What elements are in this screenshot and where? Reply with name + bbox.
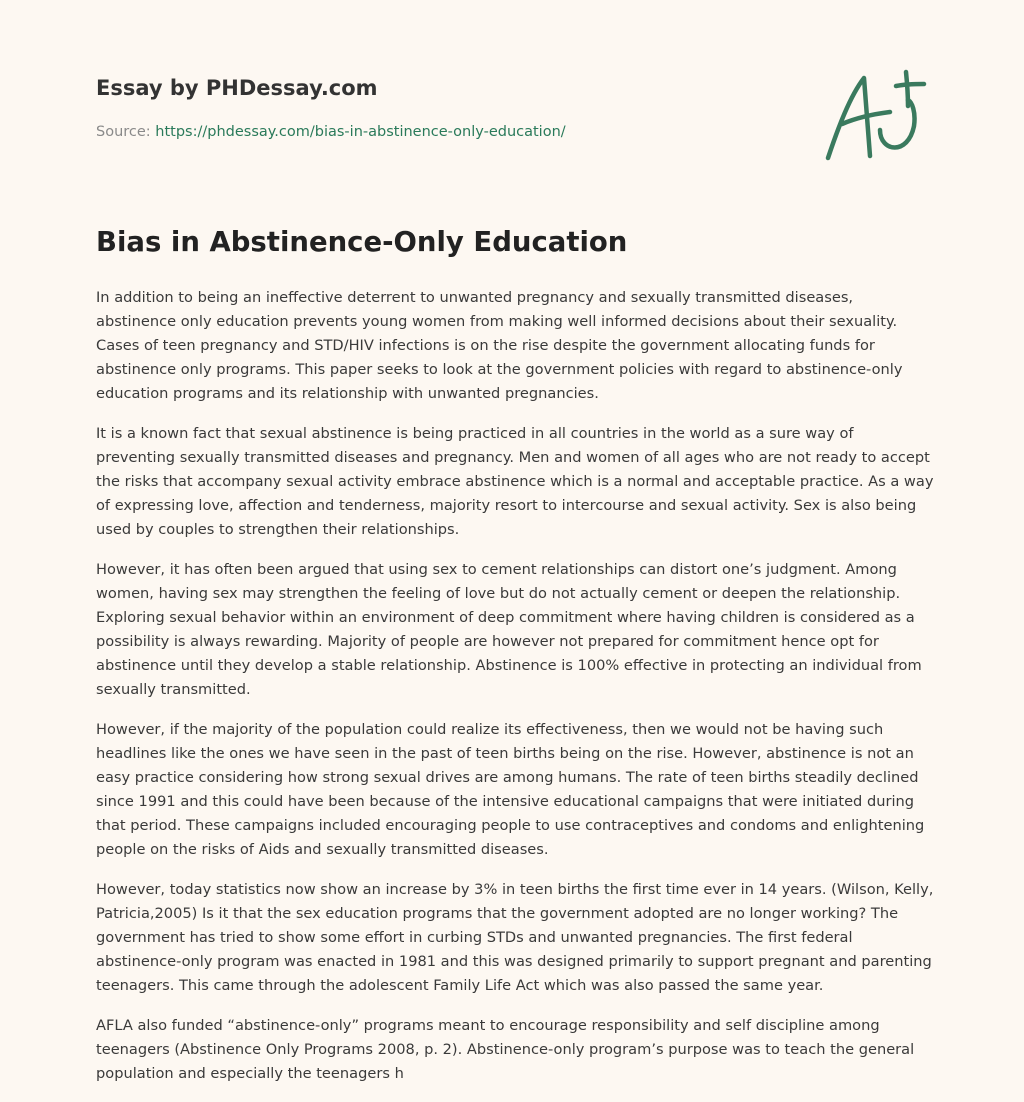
essay-paragraph: In addition to being an ineffective deterrent to unwanted pregnancy and sexually transmitted diseases, abstinence only education prevents young women from making well informed decisions about their sexuality. Cases of teen pregnancy and STD/HIV infections is on the rise despite the government allocating funds for abstinence only programs. This paper seeks to look at the government policies with regard to abstinence-only education programs and its relationship with unwanted pregnancies. (96, 289, 903, 402)
essay-paragraph: However, if the majority of the population could realize its effectiveness, then we would not be having such headlines like the ones we have seen in the past of teen births being on the rise. However, abstinence is not an easy practice considering how strong sexual drives are among humans. The rate of teen births steadily declined since 1991 and this could have been because of the intensive educational campaigns that were initiated during that period. These campaigns included encouraging people to use contraceptives and condoms and enlightening people on the risks of Aids and sexually transmitted diseases. (96, 721, 925, 858)
essay-paragraph: AFLA also funded “abstinence-only” programs meant to encourage responsibility and self discipline among teenagers (Abstinence Only Programs 2008, p. 2). Abstinence-only program’s purpose was to teach the general population and especially the teenagers h (96, 1017, 915, 1082)
a-plus-logo-icon (820, 66, 928, 166)
site-brand: Essay by PHDessay.com (96, 76, 378, 100)
essay-body (96, 286, 936, 1102)
source-line (96, 124, 566, 140)
essay-paragraph: However, it has often been argued that using sex to cement relationships can distort one’s judgment. Among women, having sex may strengthen the feeling of love but do not actually cement or deepen the relationship. Exploring sexual behavior within an environment of deep commitment where having children is considered as a possibility is always rewarding. Majority of people are however not prepared for commitment hence opt for abstinence until they develop a stable relationship. Abstinence is 100% effective in protecting an individual from sexually transmitted. (96, 561, 922, 698)
source-label: Source: (96, 124, 151, 140)
essay-paragraph: It is a known fact that sexual abstinence is being practiced in all countries in the world as a sure way of preventing sexually transmitted diseases and pregnancy. Men and women of all ages who are not ready to accept the risks that accompany sexual activity embrace abstinence which is a normal and acceptable practice. As a way of expressing love, affection and tenderness, majority resort to intercourse and sexual activity. Sex is also being used by couples to strengthen their relationships. (96, 425, 934, 538)
source-link[interactable]: https://phdessay.com/bias-in-abstinence-only-education/ (155, 124, 566, 140)
essay-title: Bias in Abstinence-Only Education (96, 226, 628, 258)
essay-paragraph: However, today statistics now show an increase by 3% in teen births the first time ever in 14 years. (Wilson, Kelly, Patricia,2005) Is it that the sex education programs that the government adopted are no longer working? The government has tried to show some effort in curbing STDs and unwanted pregnancies. The first federal abstinence-only program was enacted in 1981 and this was designed primarily to support pregnant and parenting teenagers. This came through the adolescent Family Life Act which was also passed the same year. (96, 881, 934, 994)
